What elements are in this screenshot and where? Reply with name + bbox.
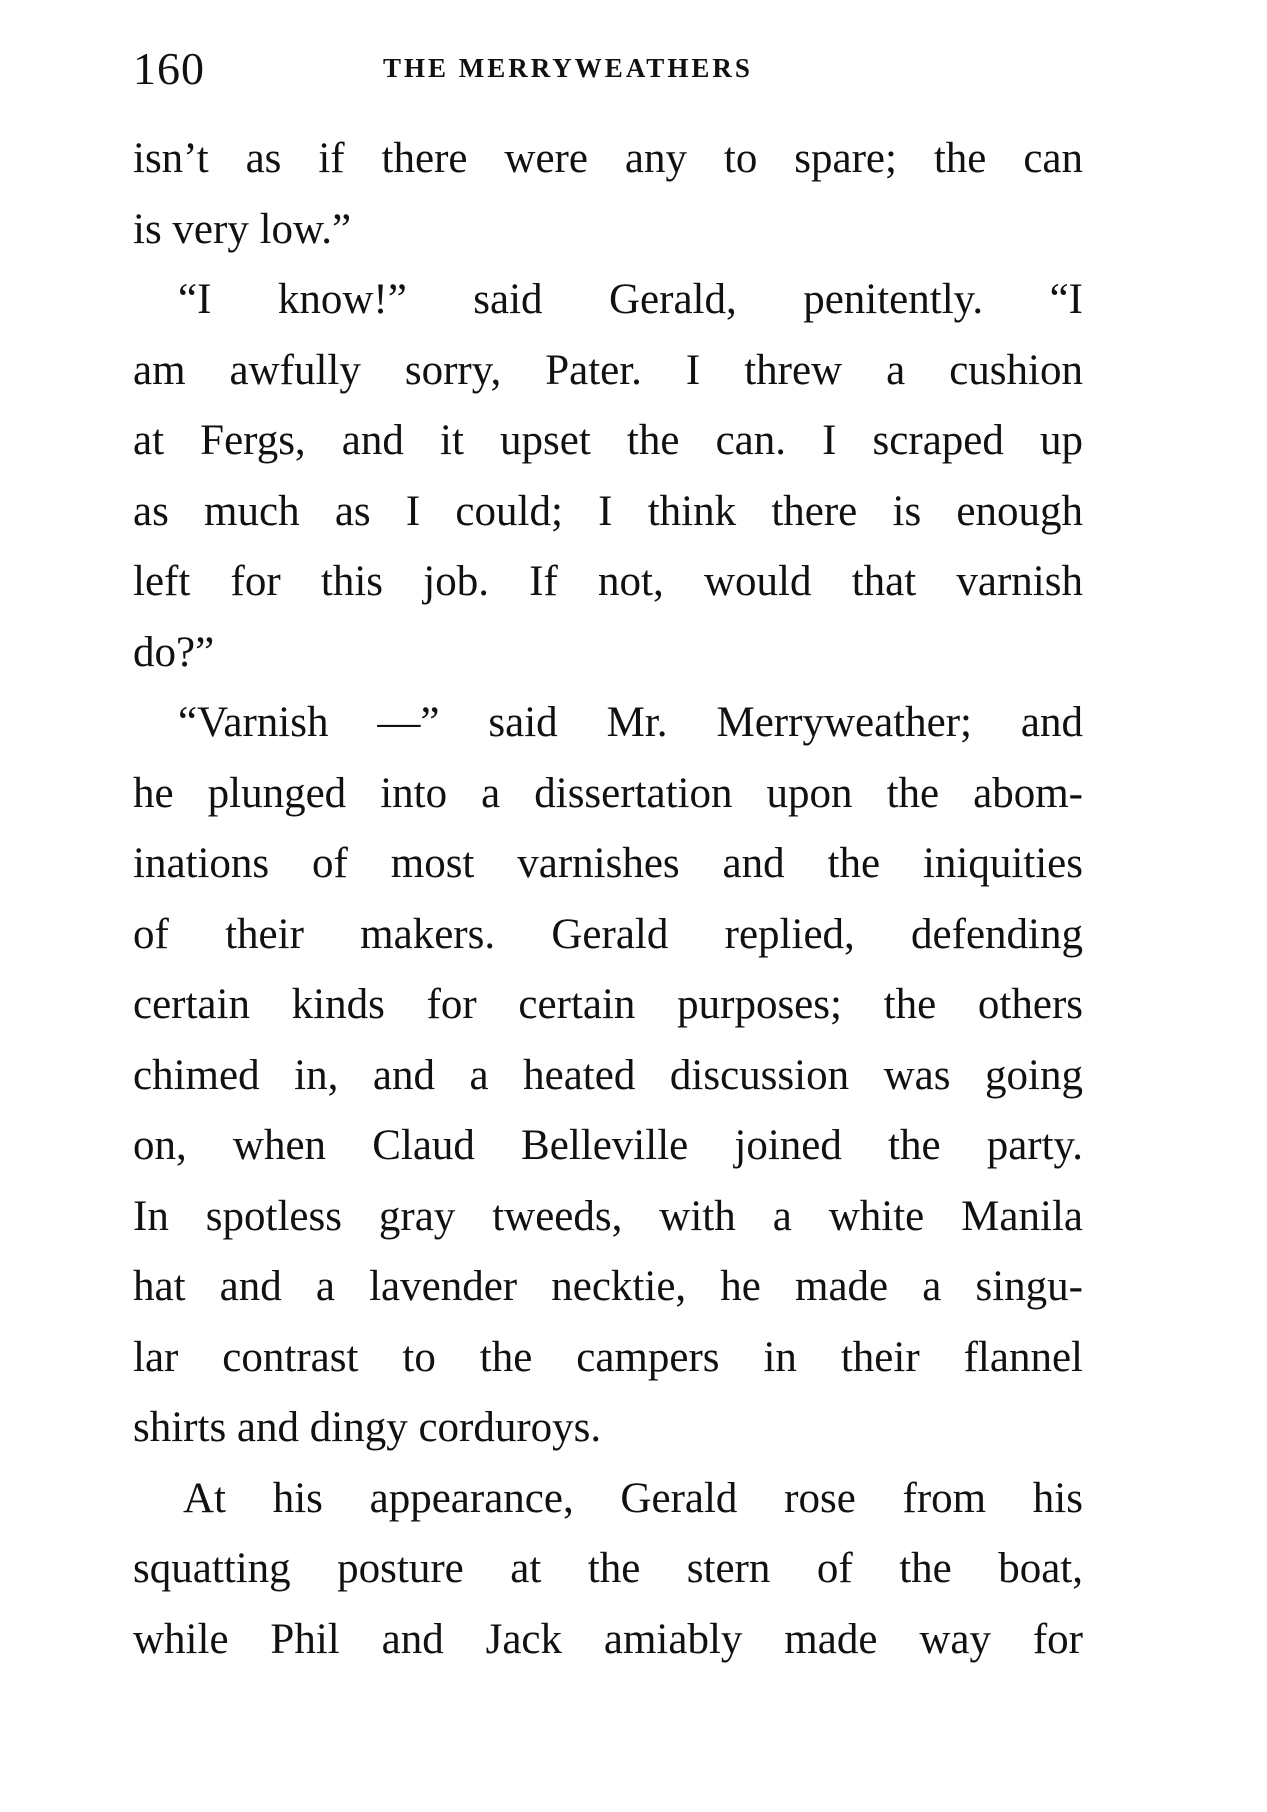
text-line: isn’t as if there were any to spare; the can — [133, 135, 1083, 182]
text-line: while Phil and Jack amiably made way for — [133, 1615, 1083, 1663]
text-line: on, when Claud Belleville joined the party. — [133, 1122, 1083, 1169]
page-header — [133, 34, 1083, 104]
body-text — [133, 124, 1083, 1675]
text-line: as much as I could; I think there is enough — [133, 487, 1083, 535]
text-line: inations of most varnishes and the iniquities — [133, 840, 1083, 887]
text-line: left for this job. If not, would that varnish — [133, 558, 1083, 605]
text-line: chimed in, and a heated discussion was going — [133, 1051, 1083, 1099]
text-line: “Varnish —” said Mr. Merryweather; and — [178, 699, 1083, 746]
text-line: “I know!” said Gerald, penitently. “I — [178, 276, 1083, 323]
text-line: of their makers. Gerald replied, defending — [133, 910, 1083, 958]
text-line: shirts and dingy corduroys. — [133, 1404, 602, 1451]
text-line: At his appearance, Gerald rose from his — [183, 1474, 1083, 1522]
text-line: lar contrast to the campers in their flannel — [133, 1333, 1083, 1381]
text-line: at Fergs, and it upset the can. I scraped up — [133, 417, 1083, 464]
text-line: he plunged into a dissertation upon the abom- — [133, 769, 1083, 817]
text-line: hat and a lavender necktie, he made a singu- — [133, 1263, 1083, 1310]
text-line: squatting posture at the stern of the boat, — [133, 1545, 1083, 1592]
text-line: certain kinds for certain purposes; the others — [133, 981, 1083, 1028]
text-line: In spotless gray tweeds, with a white Manila — [133, 1192, 1083, 1240]
text-line: am awfully sorry, Pater. I threw a cushion — [133, 346, 1083, 394]
text-line: is very low.” — [133, 205, 352, 253]
running-head: THE MERRYWEATHERS — [383, 53, 753, 83]
text-line: do?” — [133, 628, 215, 676]
page-number: 160 — [133, 43, 205, 94]
